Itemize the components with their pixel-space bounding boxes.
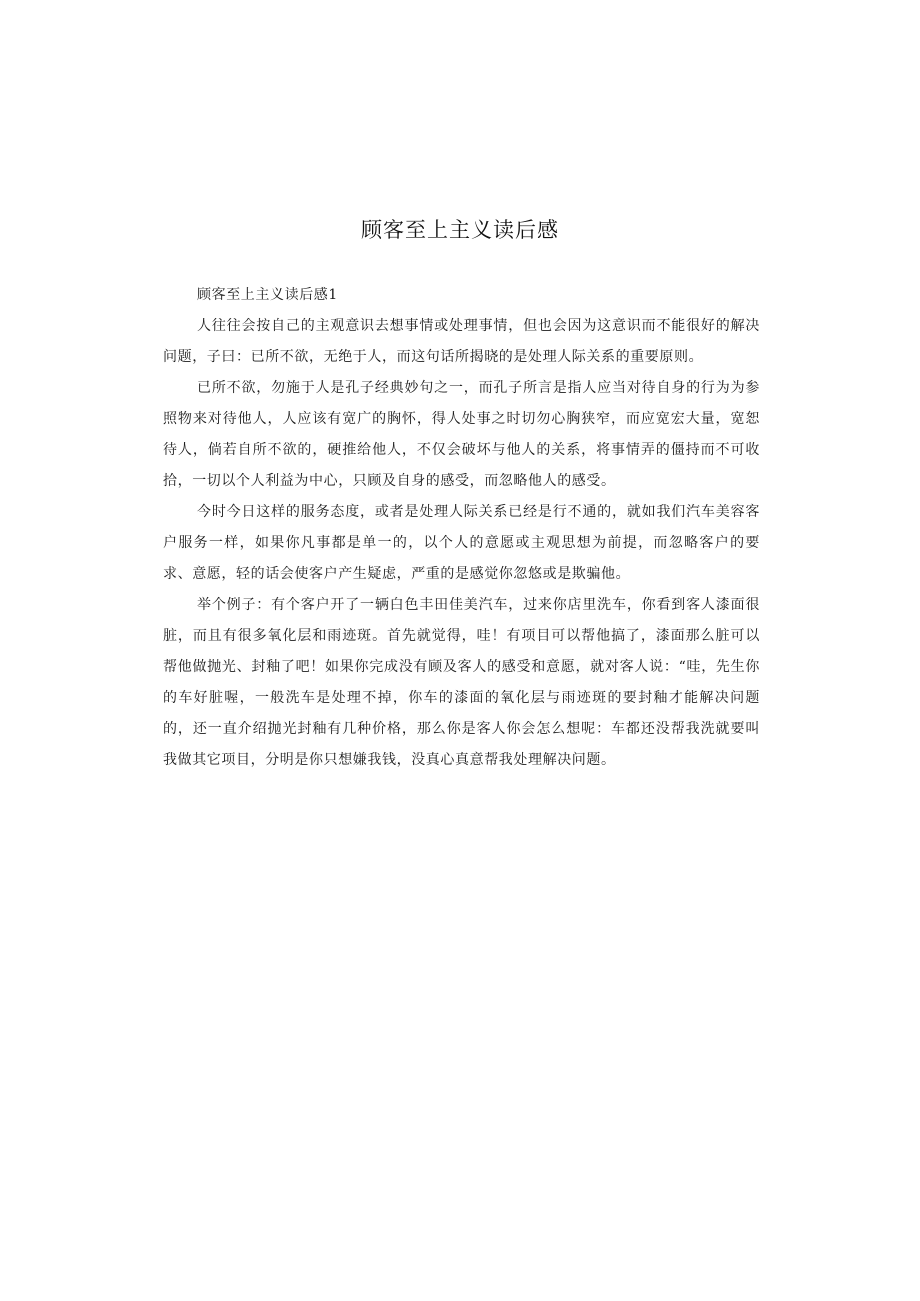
section-heading: 顾客至上主义读后感1 <box>197 287 338 303</box>
paragraph-2: 已所不欲，勿施于人是孔子经典妙句之一，而孔子所言是指人应当对待自身的行为为参照物来对待他人，人应该有宽广的胸怀，得人处事之时切勿心胸狭窄，而应宽宏大量，宽恕待人，倘若自所不欲的，硬推给他人，不仅会破坏与他人的关系，将事情弄的僵持而不可收拾，一切以个人利益为中心，只顾及自身的感受，而忽略他人的感受。 <box>163 380 760 489</box>
document-body <box>163 280 760 776</box>
paragraph-3: 今时今日这样的服务态度，或者是处理人际关系已经是行不通的，就如我们汽车美容客户服务一样，如果你凡事都是单一的，以个人的意愿或主观思想为前提，而忽略客户的要求、意愿，轻的话会使客户产生疑虑，严重的是感觉你忽悠或是欺骗他。 <box>163 504 760 582</box>
paragraph-1: 人往往会按自己的主观意识去想事情或处理事情，但也会因为这意识而不能很好的解决问题，子曰：已所不欲，无绝于人，而这句话所揭晓的是处理人际关系的重要原则。 <box>163 318 760 365</box>
document-title: 顾客至上主义读后感 <box>361 218 559 242</box>
paragraph-4: 举个例子：有个客户开了一辆白色丰田佳美汽车，过来你店里洗车，你看到客人漆面很脏，而且有很多氧化层和雨迹斑。首先就觉得，哇！有项目可以帮他搞了，漆面那么脏可以帮他做抛光、封釉了吧！如果你完成没有顾及客人的感受和意愿，就对客人说：“哇，先生你的车好脏喔，一般洗车是处理不掉，你车的漆面的氧化层与雨迹斑的要封釉才能解决问题的，还一直介绍抛光封釉有几种价格，那么你是客人你会怎么想呢：车都还没帮我洗就要叫我做其它项目，分明是你只想嫌我钱，没真心真意帮我处理解决问题。 <box>163 597 760 768</box>
